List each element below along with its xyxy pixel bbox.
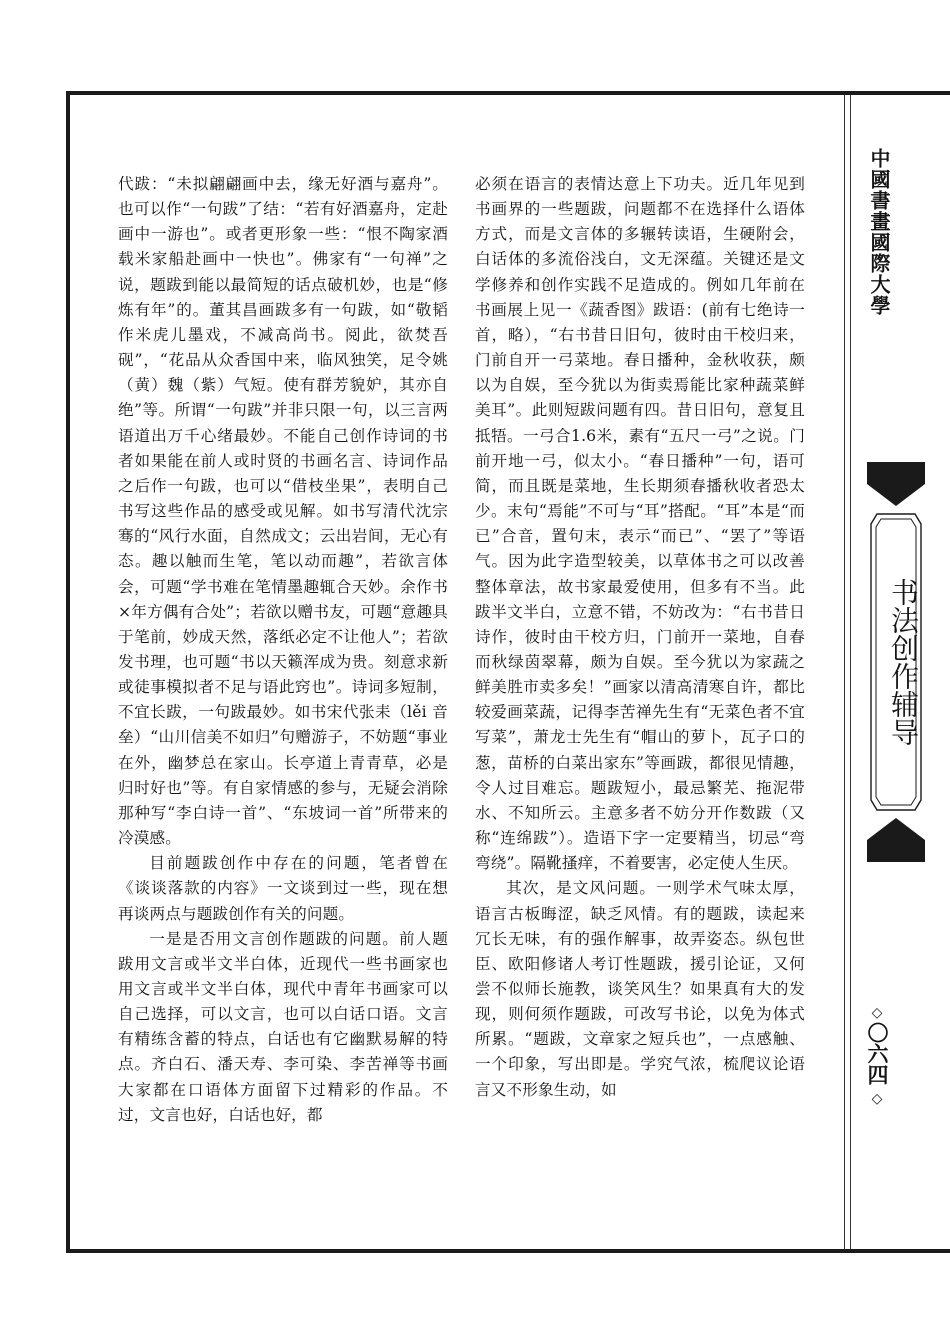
sidebar-rule — [850, 95, 851, 1249]
journal-title: 中國書畫國際大學 — [867, 148, 891, 316]
diamond-icon: ◇ — [871, 1091, 883, 1107]
page-number-block — [862, 1004, 892, 1108]
paragraph: 代跋：“未拟翩翩画中去，缘无好酒与嘉舟”。也可以作“一句跋”了结：“若有好酒嘉舟，定赴画中一游也”。或者更形象一些：“恨不陶家酒载米家船赴画中一快也”。佛家有“一句禅”之说，题跋到能以最简短的话点破机妙，也是“修炼有年”的。董其昌画跋多有一句跋，如“敬韬作米虎儿墨戏，不减高尚书。阅此，欲焚吾砚”，“花品从众香国中来，临风独笑，足令姚（黄）魏（紫）气短。使有群芳貌妒，其亦自绝”等。所谓“一句跋”并非只限一句，以三言两语道出万千心绪最妙。不能自己创作诗词的书者如果能在前人或时贤的书画名言、诗词作品之后作一句跋，也可以“借枝坐果”，表明自己书写这些作品的感受或见解。如书写清代沈宗骞的“风行水面，自然成文；云出岩间，无心有态。趣以触而生笔，笔以动而趣”，若欲言体会，可题“学书难在笔情墨趣辄合天妙。余作书×年方偶有合处”；若欲以赠书友，可题“意趣具于笔前，妙成天然，落纸必定不让他人”；若欲发书理，也可题“书以天籁浑成为贵。刻意求新或徒事模拟者不足与语此窍也”。诗词多短制，不宜长跋，一句跋最妙。如书宋代张耒（lěi 音垒）“山川信美不如归”句赠游子，不妨题“事业在外，幽梦总在家山。长亭道上青青草，必是归时好也”等。有自家情感的参与，无疑会消除那种写“李白诗一首”、“东坡词一首”所带来的冷漠感。 — [118, 175, 448, 848]
page-frame-left — [66, 91, 70, 1253]
sidebar-rule — [844, 95, 845, 1249]
right-text-column — [475, 172, 805, 1103]
section-title: 书法创作辅导 — [887, 578, 920, 746]
page-frame-top — [66, 91, 950, 95]
section-banner — [863, 462, 929, 862]
paragraph: 一是是否用文言创作题跋的问题。前人题跋用文言或半文半白体，近现代一些书画家也用文言或半文半白体，现代中青年书画家可以自己选择，可以文言，也可以白话口语。文言有精练含蓄的特点，白话也有它幽默易解的特点。齐白石、潘天寿、李可染、李苦禅等书画大家都在口语体方面留下过精彩的作品。不过，文言也好，白话也好，都 — [118, 929, 448, 1124]
paragraph: 必须在语言的表情达意上下功夫。近几年见到书画界的一些题跋，问题都不在选择什么语体方式，而是文言体的多辗转读语，生硬附会，白话体的多流俗浅白，文无深蕴。关键还是文学修养和创作实践不足造成的。例如几年前在书画展上见一《蔬香图》跋语：(前有七绝诗一首，略），“右书昔日旧句，彼时由干校归来，门前自开一弓菜地。春日播种，金秋收获，颇以为自娱，至今犹以为街卖焉能比家种蔬菜鲜美耳”。此则短跋问题有四。昔日旧句，意复且抵牾。一弓合1.6米，素有“五尺一弓”之说。门前开地一弓，似太小。“春日播种”一句，语可简，而且既是菜地，生长期须春播秋收者恐太少。末句“焉能”不可与“耳”搭配。“耳”本是“而已”合音，置句末，表示“而已”、“罢了”等语气。因为此字造型较美，以草体书之可以改善整体章法，故书家最爱使用，但多有不当。此跋半文半白，立意不错，不妨改为：“右书昔日诗作，彼时由干校方归，门前开一菜地，自春而秋绿茵翠幕，颇为自娱。至今犹以为家蔬之鲜美胜市卖多矣！”画家以清高清寒自许，都比较爱画菜蔬，记得李苦禅先生有“无菜色者不宜写菜”，萧龙士先生有“帽山的萝卜，瓦子口的葱，苗桥的白菜出家东”等画跋，都很见情趣，令人过目难忘。题跋短小，最忌繁芜、拖泥带水、不知所云。主意多者不妨分开作数跋（又称“连绵跋”）。造语下字一定要精当，切忌“弯弯绕”。隔靴搔痒，不着要害，必定使人生厌。 — [475, 175, 805, 873]
left-text-column — [118, 172, 448, 1128]
paragraph: 目前题跋创作中存在的问题，笔者曾在《谈谈落款的内容》一文谈到过一些，现在想再谈两点与题跋创作有关的问题。 — [118, 854, 448, 923]
paragraph: 其次，是文风问题。一则学术气味太厚，语言古板晦涩，缺乏风情。有的题跋，读起来冗长无味，有的强作解事，故弄姿态。纵包世臣、欧阳修诸人考订性题跋，援引论证，又何尝不似师长施教，谈笑风生？如果真有大的发现，则何须作题跋，可改写书论，以免为体式所累。“题跋，文章家之短兵也”，一点感触、一个印象，写出即是。学究气浓，梳爬议论语言又不形象生动，如 — [475, 879, 805, 1099]
diamond-icon: ◇ — [871, 1005, 883, 1021]
page-number: 〇六四 — [865, 1022, 889, 1085]
page-frame-bottom — [66, 1249, 950, 1253]
